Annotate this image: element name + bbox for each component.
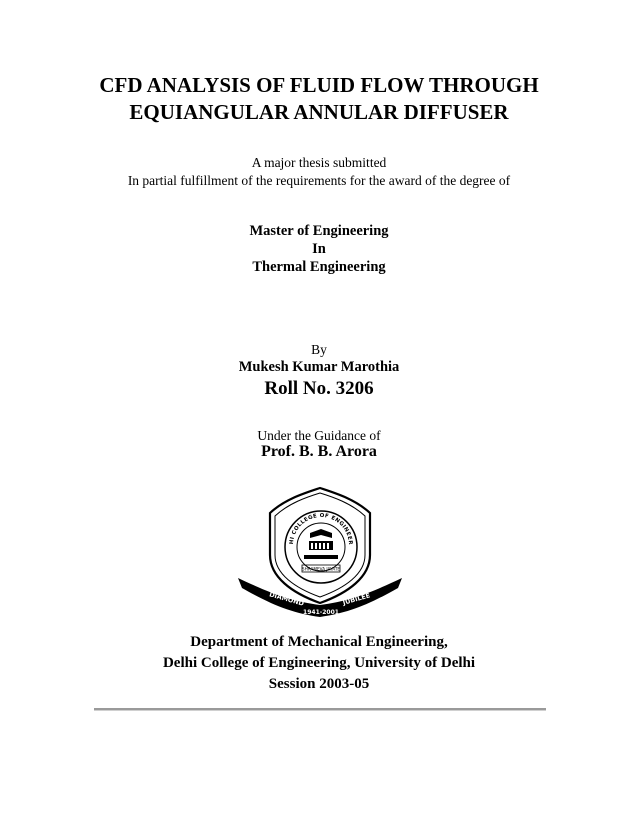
- college-emblem-icon: [230, 485, 410, 620]
- thesis-title-line-1: CFD ANALYSIS OF FLUID FLOW THROUGH: [99, 73, 539, 97]
- institution: Delhi College of Engineering, University of Delhi: [162, 655, 476, 671]
- by-label: By: [311, 342, 327, 357]
- ribbon-left-text: DIAMOND: [268, 590, 305, 608]
- bottom-divider: [94, 708, 546, 711]
- submission-statement: A major thesis submitted: [251, 155, 387, 170]
- emblem-motto: SHRAMEVA JAYATE: [301, 566, 341, 572]
- author-name: Mukesh Kumar Marothia: [238, 359, 400, 375]
- guidance-label: Under the Guidance of: [257, 428, 381, 443]
- ribbon-years: 1941-2001: [303, 609, 339, 616]
- fulfillment-statement: In partial fulfillment of the requirements for the award of the degree of: [127, 173, 511, 188]
- ribbon-right-text: JUBILEE: [341, 591, 372, 607]
- degree-name: Master of Engineering: [249, 223, 389, 239]
- emblem-ring-text: HI COLLEGE OF ENGINEER: [288, 512, 354, 546]
- roll-number: Roll No. 3206: [264, 378, 374, 399]
- degree-specialization: Thermal Engineering: [252, 259, 386, 275]
- department: Department of Mechanical Engineering,: [190, 634, 448, 650]
- session: Session 2003-05: [268, 676, 370, 692]
- guide-name: Prof. B. B. Arora: [261, 443, 377, 460]
- thesis-title-line-2: EQUIANGULAR ANNULAR DIFFUSER: [129, 100, 509, 124]
- degree-in: In: [312, 241, 326, 257]
